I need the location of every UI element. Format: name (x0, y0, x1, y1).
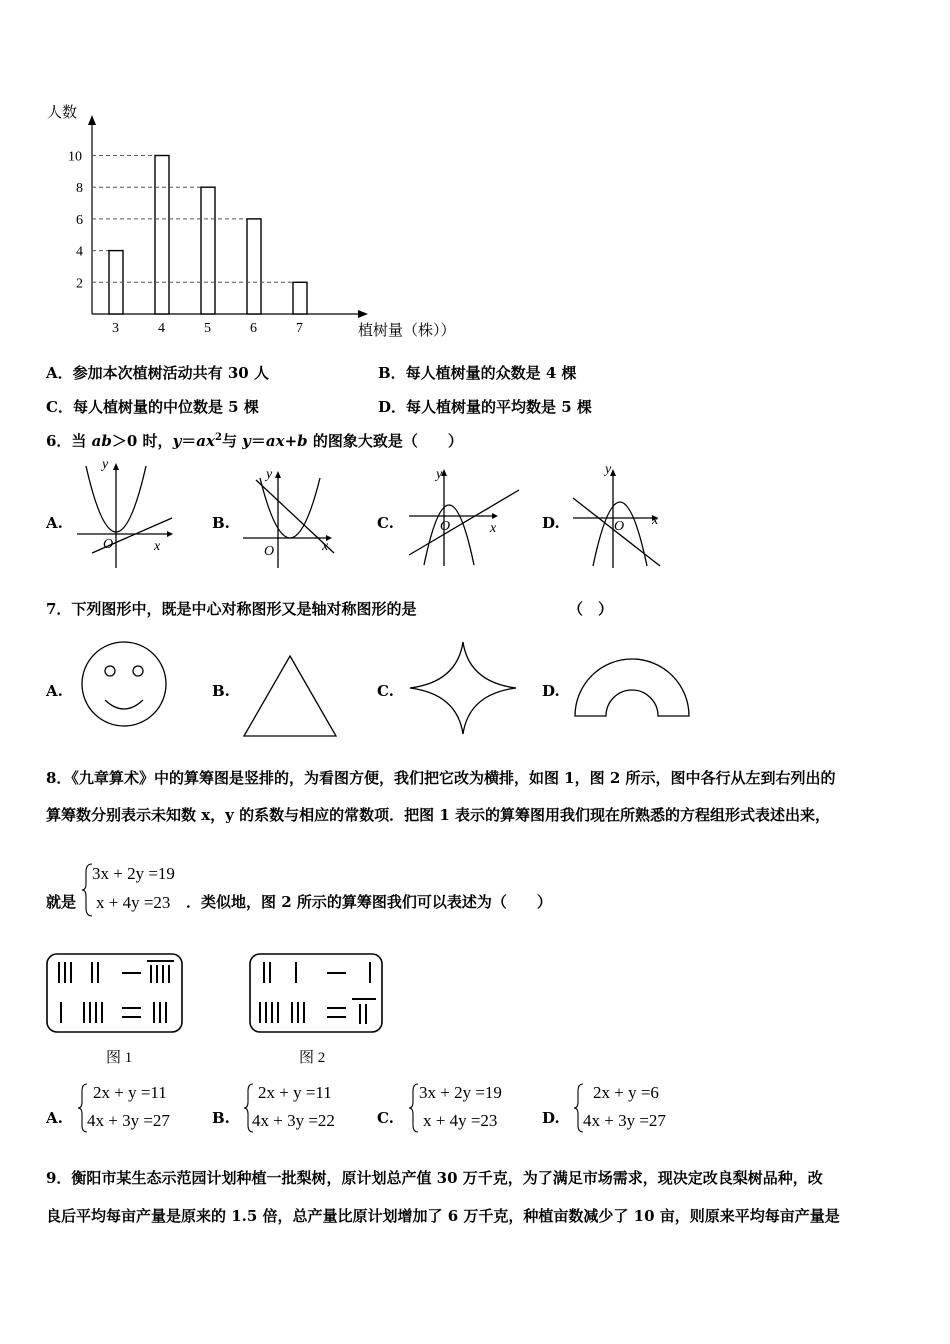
origin-a: O (103, 537, 114, 552)
q8-option-c-eq2: x + 4y =23 (423, 1111, 498, 1130)
q6-stem (46, 430, 463, 451)
q6-sup: 2 (214, 432, 222, 443)
q8-option-c-label: C. (377, 1109, 394, 1127)
q6-graph-d[interactable] (568, 458, 678, 570)
axis-x-b: x (322, 539, 329, 554)
x-axis-arrow-icon (358, 310, 368, 318)
q6-ax: ax (196, 432, 215, 450)
q8-option-d-label: D. (542, 1109, 560, 1127)
axis-x-c: x (490, 521, 497, 536)
axis-y-b: y (266, 467, 273, 482)
q6-axb: ax+b (265, 432, 308, 450)
q6-label-a[interactable]: A. (46, 514, 63, 532)
q8-option-a-label: A. (46, 1109, 63, 1127)
q8-option-b-label: B. (212, 1109, 230, 1127)
q6-label-d[interactable]: D. (542, 514, 560, 532)
q9-line2: 良后平均每亩产量是原来的 1.5 倍，总产量比原计划增加了 6 万千克，种植亩数减少了 10 亩，则原来平均每亩产量是 (46, 1207, 840, 1225)
y-tick-label: 2 (76, 276, 83, 292)
q6-graph-b[interactable] (238, 458, 348, 570)
q8-line1: 8．《九章算术》中的算筹图是竖排的，为看图方便，我们把它改为横排，如图 1，图 2 所示，图中各行从左到右列出的 (46, 769, 836, 787)
q5-option-b[interactable]: B．每人植树量的众数是 4 棵 (378, 364, 577, 382)
q6-eq1: ＝ (181, 432, 197, 450)
q8-line2: 算筹数分别表示未知数 x，y 的系数与相应的常数项．把图 1 表示的算筹图用我们现在所熟悉的方程组形式表述出来， (46, 806, 830, 824)
q6-eq2: ＝ (250, 432, 266, 450)
origin-b: O (264, 544, 275, 559)
q7-label-b[interactable]: B. (212, 682, 230, 700)
q6-gt0: ＞0 时， (111, 432, 173, 450)
q6-label-c[interactable]: C. (377, 514, 394, 532)
q6-ab: ab (91, 432, 112, 450)
q9-line1: 9．衡阳市某生态示范园计划种植一批梨树，原计划总产值 30 万千克，为了满足市场需求，现决定改良梨树品种，改 (46, 1169, 823, 1187)
origin-c: O (440, 519, 451, 534)
q6-graph-c[interactable] (404, 460, 524, 570)
x-axis-label: 植树量（株）） (358, 323, 456, 339)
q5-option-c[interactable]: C．每人植树量的中位数是 5 棵 (46, 398, 259, 416)
q7-label-d[interactable]: D. (542, 682, 560, 700)
y-axis-arrow-icon (88, 115, 96, 125)
q5-option-a[interactable]: A．参加本次植树活动共有 30 人 (46, 364, 269, 382)
q6-suffix: 的图象大致是（ ） (307, 432, 463, 450)
y-tick-label: 4 (76, 244, 83, 260)
bar (293, 282, 307, 314)
y-tick-label: 8 (76, 181, 83, 197)
q7-stem: 7．下列图形中，既是中心对称图形又是轴对称图形的是 (46, 600, 417, 618)
q5-option-d[interactable]: D．每人植树量的平均数是 5 棵 (378, 398, 592, 416)
q7-answer-paren: （ ） (568, 600, 614, 618)
q6-y1: y (172, 432, 182, 450)
q8-option-d-eq1: 2x + y =6 (593, 1083, 659, 1102)
q8-option-b-eq2: 4x + 3y =22 (252, 1111, 335, 1130)
q8-option-a-eq2: 4x + 3y =27 (87, 1111, 170, 1130)
y-tick-label: 6 (76, 212, 83, 228)
q8-jiushi: 就是 (46, 893, 77, 911)
bar-chart (40, 95, 480, 350)
q6-label-b[interactable]: B. (212, 514, 230, 532)
q8-option-a-eq1: 2x + y =11 (93, 1083, 167, 1102)
q8-system-eq2: x + 4y =23 (96, 893, 171, 912)
x-tick-label: 5 (204, 321, 211, 336)
q6-prefix: 6．当 (46, 432, 92, 450)
x-tick-label: 7 (296, 321, 303, 336)
fig1-caption: 图 1 (106, 1050, 133, 1066)
q8-after-text: ．类似地，图 2 所示的算筹图我们可以表述为（ ） (186, 893, 552, 911)
triangle-figure[interactable] (240, 652, 340, 740)
counting-rods-figures (44, 950, 386, 1068)
origin-d: O (614, 519, 625, 534)
q6-yu: 与 (221, 432, 243, 450)
x-tick-label: 6 (250, 321, 257, 336)
q7-label-c[interactable]: C. (377, 682, 394, 700)
x-tick-label: 3 (112, 321, 119, 336)
bar (247, 219, 261, 314)
q7-label-a[interactable]: A. (46, 682, 63, 700)
q6-y2: y (242, 432, 251, 450)
y-axis-label: 人数 (47, 105, 78, 121)
y-tick-label: 10 (68, 149, 82, 165)
fig2-rods (260, 962, 376, 1024)
arch-figure[interactable] (572, 654, 692, 720)
q8-option-c-eq1: 3x + 2y =19 (419, 1083, 502, 1102)
smiley-face-figure[interactable] (78, 638, 170, 730)
q8-system-eq1: 3x + 2y =19 (92, 864, 175, 883)
four-point-star-figure[interactable] (406, 640, 520, 736)
fig1-rods (59, 961, 174, 1023)
fig2-caption: 图 2 (299, 1050, 326, 1066)
x-tick-label: 4 (158, 321, 165, 336)
axis-x-d: x (652, 513, 659, 528)
axis-x-a: x (154, 539, 161, 554)
q8-option-d-eq2: 4x + 3y =27 (583, 1111, 666, 1130)
q6-graph-a[interactable] (72, 458, 182, 570)
axis-y-a: y (102, 458, 109, 472)
q8-option-b-eq1: 2x + y =11 (258, 1083, 332, 1102)
axis-y-c: y (436, 467, 443, 482)
bar (155, 156, 169, 315)
axis-y-d: y (605, 462, 612, 477)
bar (201, 187, 215, 314)
